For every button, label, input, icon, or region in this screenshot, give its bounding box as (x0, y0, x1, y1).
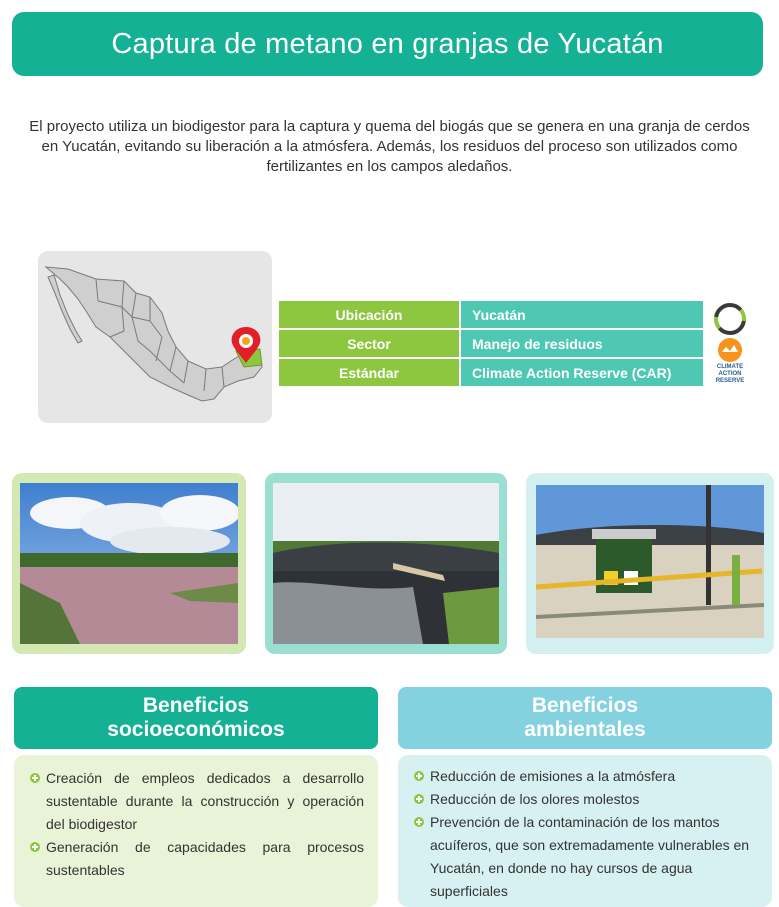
plus-circle-icon (30, 773, 40, 783)
environmental-benefits-header (398, 687, 772, 749)
info-row-standard (279, 359, 703, 386)
list-item: Reducción de emisiones a la atmósfera (414, 765, 758, 788)
photo-frame-gas-station (526, 473, 774, 654)
map-card (38, 251, 272, 423)
socioeconomic-title-line2: socioeconómicos (107, 718, 285, 741)
biodigester-photo-icon (273, 483, 499, 644)
intro-paragraph: El proyecto utiliza un biodigestor para la captura y quema del biogás que se genera en una granja de cerdos en Yucatán, evitando su liberación a la atmósfera. Además, los residuos del proceso son utilizados como fertilizantes en los campos aledaños. (29, 118, 750, 175)
lagoon-photo-icon (20, 483, 238, 644)
car-logo-text: CLIMATE ACTION RESERVE (715, 364, 745, 384)
info-label: Ubicación (279, 301, 459, 328)
list-item: Reducción de los olores molestos (414, 788, 758, 811)
plus-circle-icon (414, 794, 424, 804)
info-row-sector (279, 330, 703, 357)
plus-circle-icon (414, 817, 424, 827)
socioeconomic-title-line1: Beneficios (142, 694, 250, 717)
info-value: Climate Action Reserve (CAR) (461, 359, 703, 386)
plus-circle-icon (414, 771, 424, 781)
info-label: Estándar (279, 359, 459, 386)
info-value: Manejo de residuos (461, 330, 703, 357)
photo-frame-lagoon (12, 473, 246, 654)
list-item: Creación de empleos dedicados a desarrollo sustentable durante la construcción y operación del biodigestor (30, 767, 364, 836)
info-row-location (279, 301, 703, 328)
list-item: Prevención de la contaminación de los mantos acuíferos, que son extremadamente vulnerables en Yucatán, en donde no hay cursos de agua superficiales (414, 811, 758, 903)
photo-frame-biodigester (265, 473, 507, 654)
gas-station-photo-icon (536, 485, 764, 638)
socioeconomic-benefits-header (14, 687, 378, 749)
info-label: Sector (279, 330, 459, 357)
plus-circle-icon (30, 842, 40, 852)
title-banner (12, 12, 763, 76)
project-info-table (279, 301, 703, 388)
environmental-title-line2: ambientales (524, 718, 646, 741)
socioeconomic-benefits-list (14, 755, 378, 907)
environmental-title-line1: Beneficios (531, 694, 639, 717)
page-title: Captura de metano en granjas de Yucatán (111, 27, 664, 60)
list-item: Generación de capacidades para procesos sustentables (30, 836, 364, 882)
environmental-benefits-list (398, 755, 772, 907)
info-value: Yucatán (461, 301, 703, 328)
mexico-map-icon (38, 251, 272, 423)
